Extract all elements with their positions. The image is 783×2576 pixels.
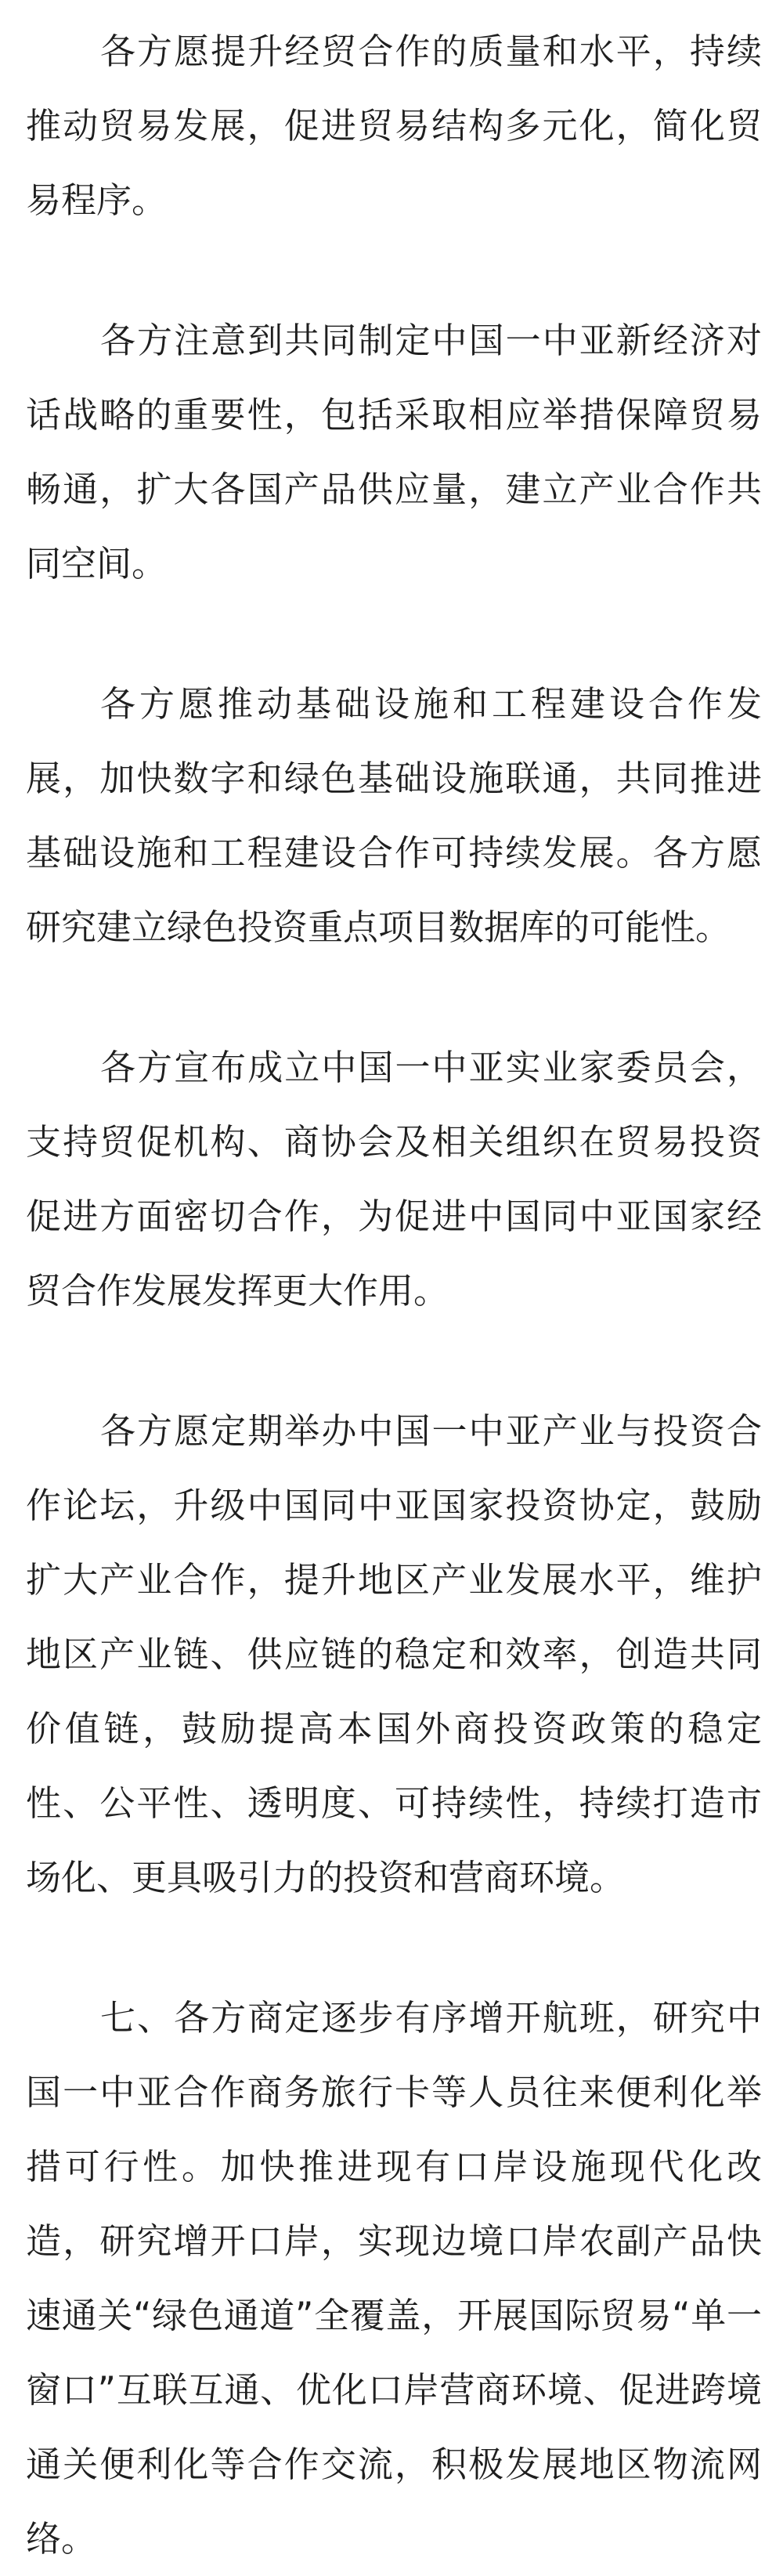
paragraph-economic-dialogue: 各方注意到共同制定中国一中亚新经济对话战略的重要性，包括采取相应举措保障贸易畅通，扩大各国产品供应量，建立产业合作共同空间。 (26, 320, 762, 584)
paragraph-investment-forum: 各方愿定期举办中国一中亚产业与投资合作论坛，升级中国同中亚国家投资协定，鼓励扩大产业合作，提升地区产业发展水平，维护地区产业链、供应链的稳定和效率，创造共同价值链，鼓励提高本国外商投资政策的稳定性、公平性、透明度、可持续性，持续打造市场化、更具吸引力的投资和营商环境。 (26, 1410, 762, 1898)
paragraph-flights-ports: 七、各方商定逐步有序增开航班，研究中国一中亚合作商务旅行卡等人员往来便利化举措可行性。加快推进现有口岸设施现代化改造，研究增开口岸，实现边境口岸农副产品快速通关“绿色通道”全覆盖，开展国际贸易“单一窗口”互联互通、优化口岸营商环境、促进跨境通关便利化等合作交流，积极发展地区物流网络。 (26, 1997, 762, 2560)
paragraph-infrastructure: 各方愿推动基础设施和工程建设合作发展，加快数字和绿色基础设施联通，共同推进基础设施和工程建设合作可持续发展。各方愿研究建立绿色投资重点项目数据库的可能性。 (26, 683, 762, 948)
article-body (26, 14, 762, 2576)
paragraph-trade-quality: 各方愿提升经贸合作的质量和水平，持续推动贸易发展，促进贸易结构多元化，简化贸易程序。 (26, 31, 762, 221)
paragraph-business-council: 各方宣布成立中国一中亚实业家委员会，支持贸促机构、商协会及相关组织在贸易投资促进方面密切合作，为促进中国同中亚国家经贸合作发展发挥更大作用。 (26, 1047, 762, 1312)
